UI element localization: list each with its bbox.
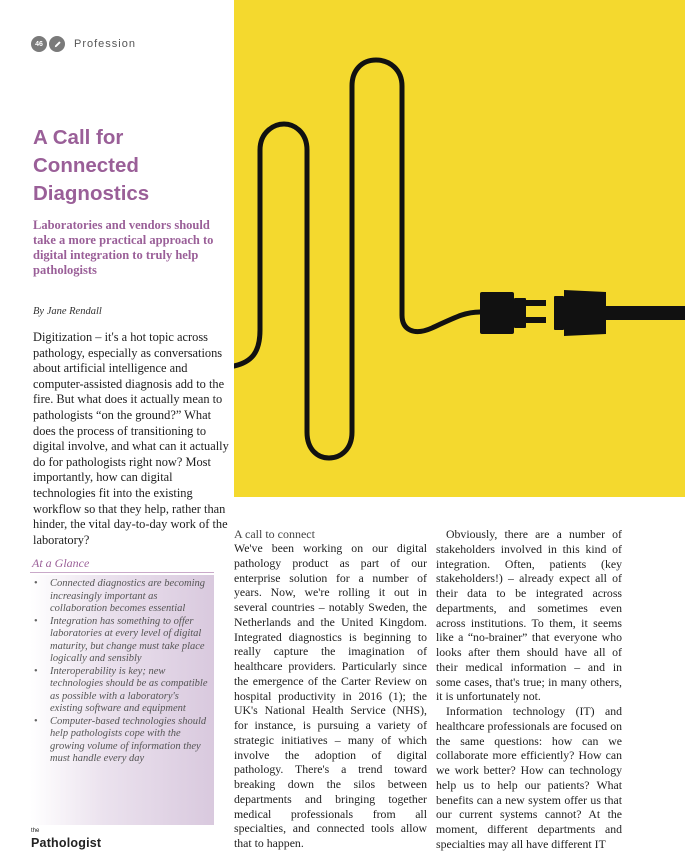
page-header: [31, 36, 136, 52]
glance-item: • Integration has something to offer laboratories at every level of digital maturity, but change must take place logically and sensibly: [34, 615, 205, 664]
glance-item: • Interoperability is key; new technologies should be as compatible as possible with a laboratory's existing software and equipment: [34, 665, 208, 714]
glance-title: At a Glance: [30, 556, 214, 573]
page-number-badge: 46: [31, 36, 47, 52]
bullet-icon: •: [34, 715, 38, 727]
at-a-glance-box: [30, 556, 214, 825]
bullet-icon: •: [34, 665, 38, 677]
body-column-3: [436, 527, 622, 852]
intro-paragraph: Digitization – it's a hot topic across pathology, especially as conversations about artificial intelligence and computer-assisted diagnosis add to the fire. But what does it actually mean to pathologists “on the ground?” What does the process of transitioning to digital involve, and what can it actually do for pathologists right now? Most importantly, how can digital technologies fit into the existing workflow so that they help, rather than hinder, the vital day-to-day work of the laboratory?: [33, 330, 229, 547]
glance-panel: [30, 575, 214, 825]
glance-item: • Computer-based technologies should help pathologists cope with the growing volume of information they must handle every day: [34, 715, 207, 764]
body-column-2: [234, 527, 427, 851]
pencil-icon: [49, 36, 65, 52]
body-paragraph: We've been working on our digital pathology product as part of our enterprise solution for a number of years. Now, we're rolling it out in several countries – notably Sweden, the Netherlands and the United Kingdom. Integrated diagnostics is beginning to really capture the imagination of healthcare providers. Particularly since the emergence of the Carter Review on hospital productivity in 2016 (1); the UK's National Health Service (NHS), for instance, is pursuing a variety of strategic initiatives – many of which involve the adoption of digital pathology. There's a trend toward breaking down the silos between departments and bringing together medical professionals from all specialties, and connected tools allow that to happen.: [234, 541, 427, 850]
cable-line: [234, 60, 480, 458]
byline: By Jane Rendall: [33, 306, 102, 317]
article-title: A Call for Connected Diagnostics: [33, 126, 150, 205]
body-paragraph: Information technology (IT) and healthcare professionals are focused on the same questions: how can we collaborate more efficiently? How can we work better? How can technology help us to help our patients? What benefits can a new system offer us that our current systems cannot? At the moment, different departments and specialties may all have different IT: [436, 704, 622, 851]
socket-right: [554, 290, 685, 336]
bullet-icon: •: [34, 615, 38, 627]
article-subtitle: Laboratories and vendors should take a more practical approach to digital integration to truly help pathologists: [33, 218, 214, 277]
section-subhead: A call to connect: [234, 527, 315, 541]
cable-plug-illustration: [234, 0, 685, 497]
glance-item: • Connected diagnostics are becoming increasingly important as collaboration becomes essential: [34, 578, 206, 614]
plug-left: [480, 292, 546, 334]
glance-list: [30, 575, 214, 766]
bullet-icon: •: [34, 578, 38, 589]
publication-logo: the Pathologist: [31, 828, 102, 850]
section-label: Profession: [74, 38, 136, 50]
body-paragraph: Obviously, there are a number of stakeholders involved in this kind of integration. Often, patients (key stakeholders!) – already expect all of their data to be integrated across departments, and sometimes even across institutions. To them, it seems like a “no-brainer” that everyone who looks after them should have all of their medical information – and in some cases, that's true; in many others, it is unfortunately not.: [436, 527, 622, 704]
